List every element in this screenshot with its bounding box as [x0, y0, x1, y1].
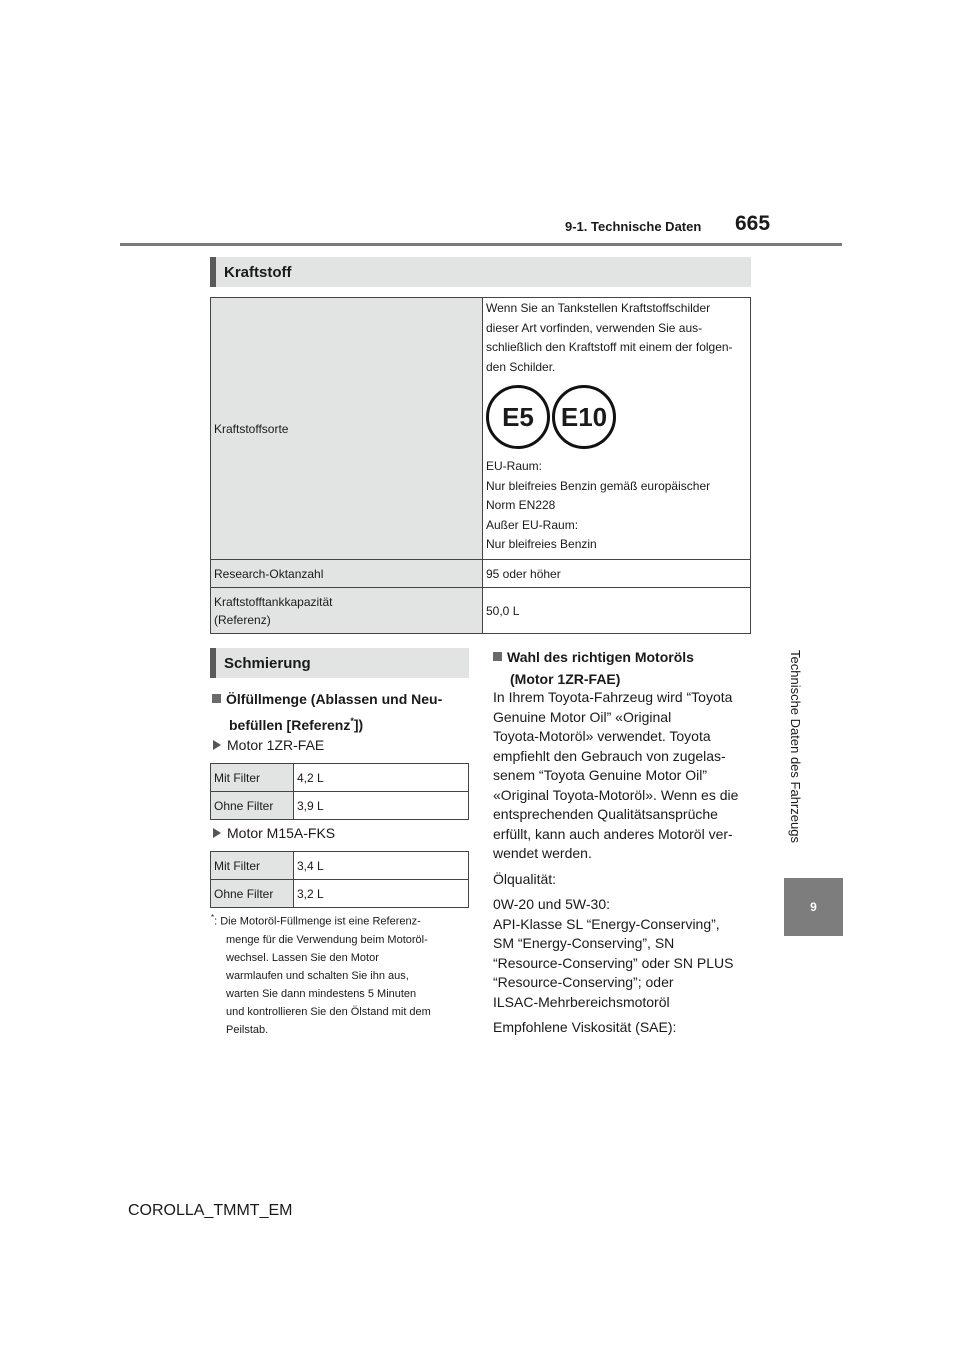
fuel-badges — [486, 385, 749, 449]
desc-line: schließlich den Kraftstoff mit einem der folgen- — [486, 340, 733, 354]
square-bullet-icon — [212, 694, 221, 703]
section-title: 9-1. Technische Daten — [565, 219, 702, 234]
chapter-number: 9 — [810, 900, 817, 914]
eu-line: EU-Raum: — [486, 459, 543, 473]
desc-line: Wenn Sie an Tankstellen Kraftstoffschilder — [486, 301, 711, 315]
header-divider — [120, 243, 842, 246]
viscosity-label: Empfohlene Viskosität (SAE): — [493, 1019, 677, 1035]
fuel-table — [210, 297, 751, 634]
e10-badge: E10 — [552, 385, 616, 449]
eu-line: Nur bleifreies Benzin gemäß europäischer — [486, 478, 711, 493]
table-row: Mit Filter 3,4 L — [211, 852, 469, 880]
eu-line: Außer EU-Raum: — [486, 517, 579, 532]
triangle-bullet-icon — [213, 828, 221, 838]
desc-line: dieser Art vorfinden, verwenden Sie aus- — [486, 320, 703, 335]
engine-1-oil-table — [210, 763, 469, 820]
oil-quality-spec: 0W-20 und 5W-30: API-Klasse SL “Energy-Conserving”, SM “Energy-Conserving”, SN “Resource-Conserving” oder SN PLUS “Resource-Conserving”; oder ILSAC-Mehrbereichsmotoröl — [493, 896, 734, 1010]
fuel-section-heading: Kraftstoff — [210, 257, 751, 287]
table-row — [211, 560, 751, 588]
table-row: Ohne Filter 3,2 L — [211, 880, 469, 908]
e5-badge: E5 — [486, 385, 550, 449]
eu-line: Norm EN228 — [486, 498, 556, 512]
desc-line: den Schilder. — [486, 359, 556, 374]
oil-footnote: *: Die Motoröl-Füllmenge ist eine Referenz- menge für die Verwendung beim Motoröl- wechsel. Lassen Sie den Motor warmlaufen und schalten Sie ihn aus, warten Sie dann mindestens 5 Minuten und kontrollieren Sie den Ölstand mit dem Peilstab. — [211, 913, 431, 1036]
table-row — [211, 588, 751, 634]
oil-quality-label: Ölqualität: — [493, 870, 557, 887]
chapter-tab[interactable] — [784, 878, 843, 936]
octane-label: Research-Oktanzahl — [211, 560, 483, 588]
document-code: COROLLA_TMMT_EM — [128, 1202, 293, 1219]
lubrication-section-heading: Schmierung — [210, 648, 469, 678]
triangle-bullet-icon — [213, 740, 221, 750]
oil-choice-heading: Wahl des richtigen Motoröls (Motor 1ZR-FAE) — [493, 646, 753, 690]
tank-label-line: (Referenz) — [214, 612, 271, 627]
engine-2-label: Motor M15A-FKS — [213, 824, 335, 844]
table-row: Mit Filter 4,2 L — [211, 764, 469, 792]
table-row — [211, 298, 751, 560]
tank-label-line: Kraftstofftankkapazität — [214, 594, 333, 609]
fuel-type-label: Kraftstoffsorte — [211, 298, 483, 560]
oil-intro-paragraph: In Ihrem Toyota-Fahrzeug wird “Toyota Genuine Motor Oil” «Original Toyota-Motoröl» verwendet. Toyota empfiehlt den Gebrauch von zugelas- senem “Toyota Genuine Motor Oil” «Original Toyota-Motoröl». Wenn es die entsprechenden Qualitätsansprüche erfüllt, kann auch anderes Motoröl ver- wendet werden. — [493, 689, 739, 861]
eu-line: Nur bleifreies Benzin — [486, 537, 597, 551]
oil-choice-body — [493, 688, 755, 1044]
engine-2-oil-table — [210, 851, 469, 908]
fuel-type-description — [483, 298, 751, 560]
engine-1-label: Motor 1ZR-FAE — [213, 736, 324, 756]
square-bullet-icon — [493, 652, 502, 661]
chapter-title: Technische Daten des Fahrzeugs — [788, 650, 803, 843]
tank-capacity-label — [211, 588, 483, 634]
table-row: Ohne Filter 3,9 L — [211, 792, 469, 820]
tank-capacity-value: 50,0 L — [483, 588, 751, 634]
oil-capacity-heading: Ölfüllmenge (Ablassen und Neu- befüllen [Referenz*]) — [212, 688, 474, 736]
octane-value: 95 oder höher — [483, 560, 751, 588]
page-number: 665 — [735, 212, 771, 235]
